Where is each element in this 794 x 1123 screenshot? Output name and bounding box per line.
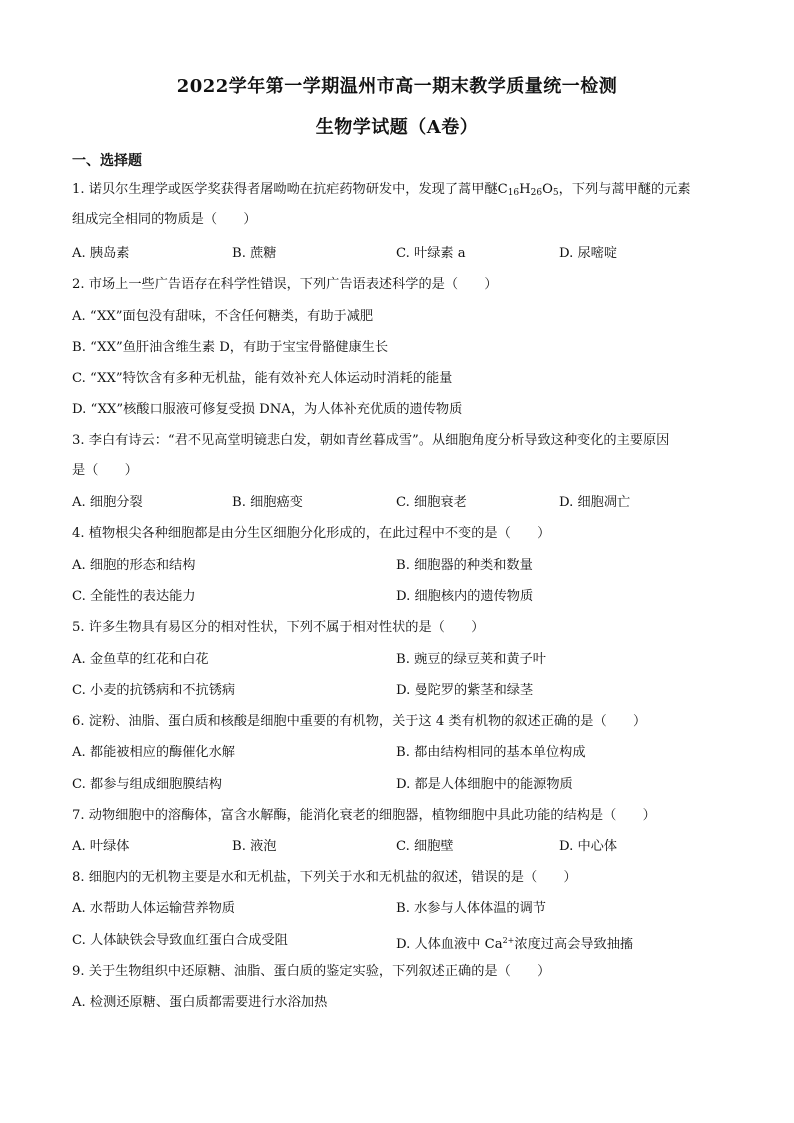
formula-c: C	[497, 182, 508, 197]
q5-option-c[interactable]: C. 小麦的抗锈病和不抗锈病	[72, 683, 236, 698]
q8-option-d-head: D. 人体血液中	[396, 937, 481, 952]
q5-option-d[interactable]: D. 曼陀罗的紫茎和绿茎	[396, 683, 534, 698]
q3-option-b[interactable]: B. 细胞癌变	[232, 495, 303, 510]
section-heading: 一、选择题	[72, 153, 142, 169]
q5-option-b[interactable]: B. 豌豆的绿豆荚和黄子叶	[396, 652, 546, 667]
q2-option-a[interactable]: A. “XX”面包没有甜味，不含任何糖类，有助于减肥	[72, 309, 374, 324]
q8-option-d-tail: 浓度过高会导致抽搐	[514, 937, 634, 952]
q7-option-d[interactable]: D. 中心体	[559, 839, 618, 854]
q6-option-d[interactable]: D. 都是人体细胞中的能源物质	[396, 777, 573, 792]
q9-option-a[interactable]: A. 检测还原糖、蛋白质都需要进行水浴加热	[72, 995, 328, 1010]
q6-option-a[interactable]: A. 都能被相应的酶催化水解	[72, 745, 235, 760]
q3-option-a[interactable]: A. 细胞分裂	[72, 495, 143, 510]
q6-option-c[interactable]: C. 都参与组成细胞膜结构	[72, 777, 222, 792]
stem-text: 1. 诺贝尔生理学或医学奖获得者屠呦呦在抗疟药物研发中，发现了蒿甲醚	[72, 182, 498, 197]
q4-option-c[interactable]: C. 全能性的表达能力	[72, 589, 196, 604]
question-1-stem-line-1	[72, 181, 691, 202]
q2-option-c[interactable]: C. “XX”特饮含有多种无机盐，能有效补充人体运动时消耗的能量	[72, 371, 453, 386]
q5-option-a[interactable]: A. 金鱼草的红花和白花	[72, 652, 209, 667]
question-9-stem: 9. 关于生物组织中还原糖、油脂、蛋白质的鉴定实验，下列叙述正确的是（ ）	[72, 964, 551, 979]
q8-option-b[interactable]: B. 水参与人体体温的调节	[396, 901, 546, 916]
question-4-stem: 4. 植物根尖各种细胞都是由分生区细胞分化形成的，在此过程中不变的是（ ）	[72, 526, 551, 541]
question-6-stem: 6. 淀粉、油脂、蛋白质和核酸是细胞中重要的有机物，关于这 4 类有机物的叙述正确的是（ ）	[72, 714, 647, 729]
q3-option-d[interactable]: D. 细胞凋亡	[559, 495, 631, 510]
formula-h: H	[519, 182, 531, 197]
formula-o-count: 5	[552, 188, 559, 198]
stem-tail: ，下列与蒿甲醚的元素	[558, 182, 691, 197]
q2-option-d[interactable]: D. “XX”核酸口服液可修复受损 DNA，为人体补充优质的遗传物质	[72, 402, 463, 417]
exam-subtitle: 生物学试题（A卷）	[315, 117, 479, 138]
chem-formula	[498, 182, 559, 197]
q7-option-a[interactable]: A. 叶绿体	[72, 839, 130, 854]
q4-option-b[interactable]: B. 细胞器的种类和数量	[396, 558, 533, 573]
formula-h-count: 26	[530, 188, 543, 198]
question-3-stem-line-2: 是（ ）	[72, 463, 138, 478]
formula-o: O	[542, 182, 553, 197]
formula-c-count: 16	[507, 188, 520, 198]
q8-option-a[interactable]: A. 水帮助人体运输营养物质	[72, 901, 235, 916]
question-5-stem: 5. 许多生物具有易区分的相对性状，下列不属于相对性状的是（ ）	[72, 620, 485, 635]
question-1-stem-line-2: 组成完全相同的物质是（ ）	[72, 212, 257, 227]
q8-option-c[interactable]: C. 人体缺铁会导致血红蛋白合成受阻	[72, 933, 288, 948]
question-3-stem-line-1: 3. 李白有诗云：“君不见高堂明镜悲白发，朝如青丝暮成雪”。从细胞角度分析导致这种变化的主要原因	[72, 433, 670, 448]
q8-option-d[interactable]	[396, 932, 633, 954]
q4-option-d[interactable]: D. 细胞核内的遗传物质	[396, 589, 534, 604]
q2-option-b[interactable]: B. “XX”鱼肝油含维生素 D，有助于宝宝骨骼健康生长	[72, 340, 389, 355]
ion-symbol: Ca	[484, 937, 503, 952]
q1-option-a[interactable]: A. 胰岛素	[72, 246, 130, 261]
q1-option-c[interactable]: C. 叶绿素 a	[396, 246, 466, 261]
q7-option-b[interactable]: B. 液泡	[232, 839, 277, 854]
question-7-stem: 7. 动物细胞中的溶酶体，富含水解酶，能消化衰老的细胞器，植物细胞中具此功能的结构是（ ）	[72, 808, 656, 823]
q6-option-b[interactable]: B. 都由结构相同的基本单位构成	[396, 745, 586, 760]
exam-title: 2022学年第一学期温州市高一期末教学质量统一检测	[176, 76, 618, 97]
question-8-stem: 8. 细胞内的无机物主要是水和无机盐，下列关于水和无机盐的叙述，错误的是（ ）	[72, 870, 577, 885]
q1-option-d[interactable]: D. 尿嘧啶	[559, 246, 618, 261]
question-2-stem: 2. 市场上一些广告语存在科学性错误，下列广告语表述科学的是（ ）	[72, 277, 498, 292]
ion-charge: 2+	[502, 936, 515, 945]
q7-option-c[interactable]: C. 细胞壁	[396, 839, 454, 854]
q4-option-a[interactable]: A. 细胞的形态和结构	[72, 558, 196, 573]
q1-option-b[interactable]: B. 蔗糖	[232, 246, 277, 261]
q3-option-c[interactable]: C. 细胞衰老	[396, 495, 467, 510]
